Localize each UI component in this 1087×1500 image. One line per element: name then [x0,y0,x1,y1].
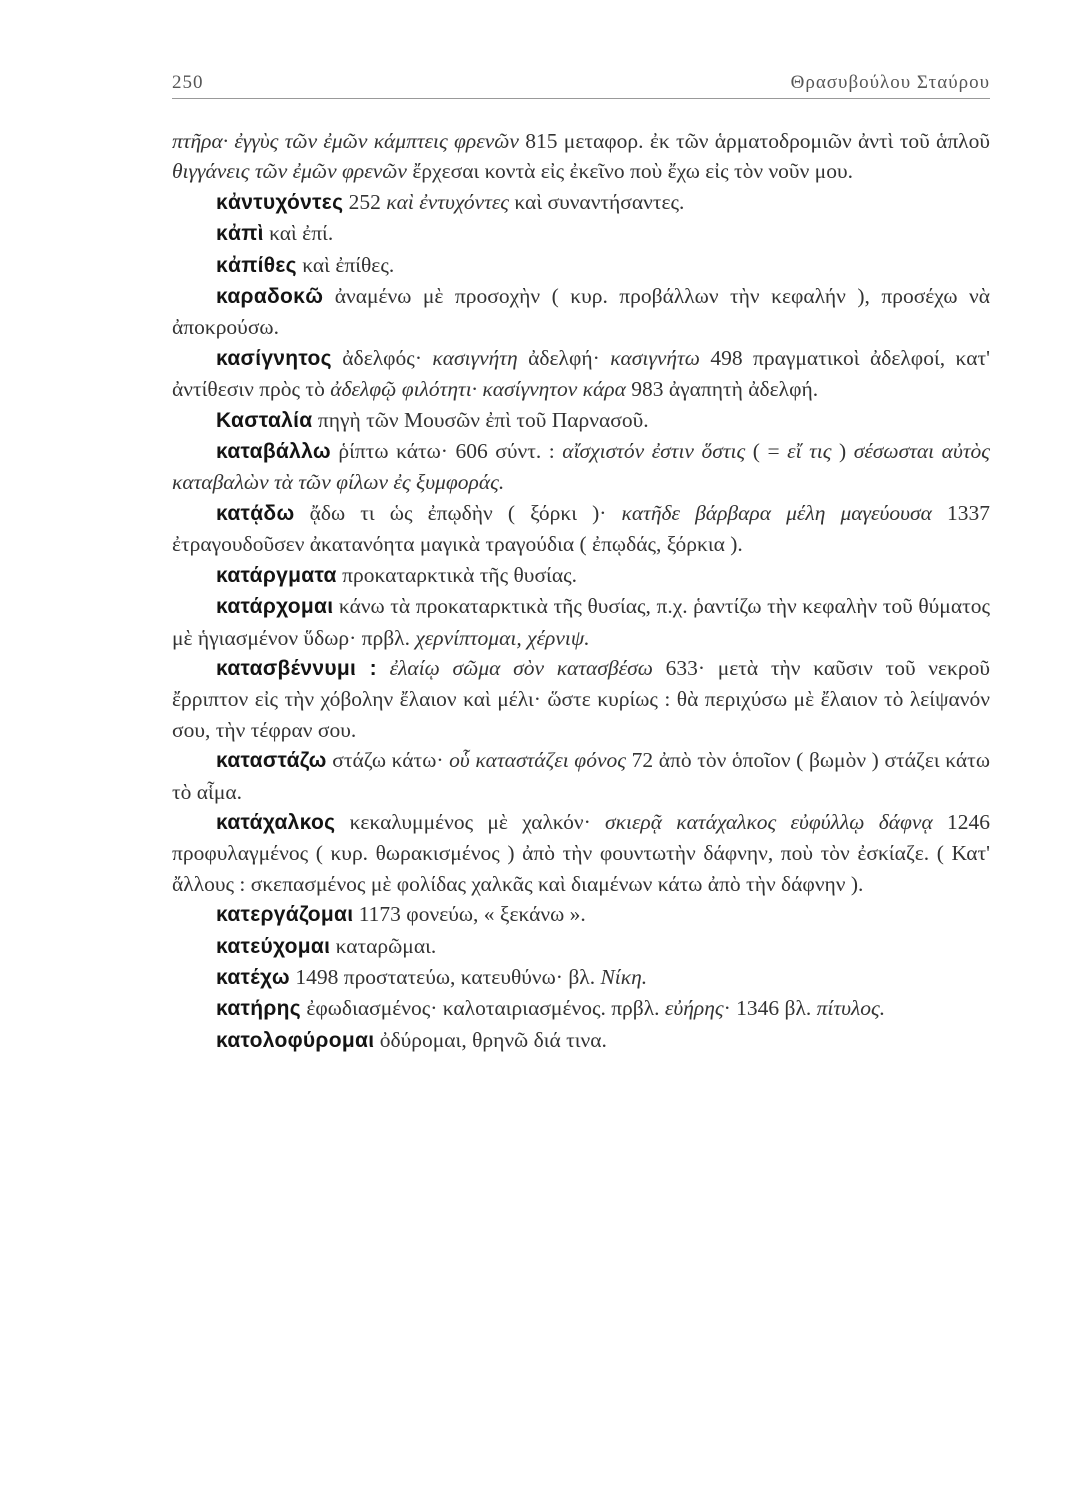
definition-text: καὶ ἐπί. [263,221,334,246]
definition-text: στάζω κάτω· [326,748,450,773]
headword: κατασβέννυμι : [216,656,377,680]
definition-text: ) [831,439,854,464]
quotation-italic: πτῆρα· ἐγγὺς τῶν ἐμῶν κάμπτεις φρενῶν [172,129,519,153]
definition-text: 252 [343,189,387,214]
glossary-continuation [172,126,990,187]
definition-text: καὶ ἐπίθες. [296,252,395,277]
glossary-entry [172,962,990,993]
definition-text: · 1346 βλ. [723,996,817,1021]
headword: κἀπὶ [216,222,264,246]
definition-text: ῥίπτω κάτω· 606 σύντ. : [330,439,563,464]
glossary-entry [172,931,990,962]
quotation-italic: οὗ καταστάζει φόνος [449,748,626,773]
definition-text: 1498 προστατεύω, κατευθύνω· βλ. [289,964,601,989]
page-number: 250 [172,72,204,93]
headword: κασίγνητος [216,346,332,370]
glossary-entry [172,653,990,745]
glossary-entry [172,591,990,653]
glossary-entry [172,218,990,249]
headword: κατᾴδω [216,501,295,525]
headword: καταστάζω [216,749,327,773]
definition-text: 815 μεταφορ. ἐκ τῶν ἁρματοδρομιῶν ἀντὶ τοῦ ἁπλοῦ [518,129,990,153]
definition-text: 1173 φονεύω, « ξεκάνω ». [353,902,586,927]
quotation-italic: σέσωσται αὐτὸς καταβαλὼν τὰ τῶν φίλων ἐς ξυμφοράς. [172,439,990,495]
quotation-italic: θιγγάνεις τῶν ἐμῶν φρενῶν [172,159,407,184]
headword: Κασταλία [216,408,313,432]
definition-text: 633· μετὰ τὴν καῦσιν τοῦ νεκροῦ ἔρριπτον εἰς τὴν χόβολην ἔλαιον καὶ μέλι· ὥστε κυρίως : θὰ περιχύσω μὲ ἔλαιον τὸ λείψανόν σου, τὴν τέφραν σου. [172,655,991,742]
quotation-italic: κασιγνήτω [610,345,700,370]
headword: κατέχω [216,965,290,989]
glossary-entry [172,807,990,899]
quotation-italic: εἴ τις [787,439,832,464]
headword: καραδοκῶ [216,285,324,309]
quotation-italic: χερνίπτομαι, χέρνιψ. [415,625,590,650]
headword: κατάργματα [216,563,337,587]
glossary-entry [172,560,990,591]
definition-text: καταρῶμαι. [330,933,437,958]
glossary-entry [172,498,990,560]
headword: κἀπίθες [216,253,297,277]
headword: κἀντυχόντες [216,190,344,214]
headword: κατεύχομαι [216,934,331,958]
definition-text: 1337 ἐτραγουδοῦσεν ἀκατανόητα μαγικὰ τραγούδια ( ἐπῳδάς, ξόρκια ). [172,500,991,557]
definition-text: προκαταρκτικὰ τῆς θυσίας. [336,562,577,587]
glossary-entry [172,899,990,930]
definition-text: καὶ συναντήσαντες. [509,189,685,214]
definition-text: ἀδελφή· [517,345,611,370]
quotation-italic: εὐήρης [664,996,724,1021]
quotation-italic: σκιερᾷ κατάχαλκος εὐφύλλῳ δάφνᾳ [605,809,933,834]
definition-text: ἀναμένω μὲ προσοχὴν ( κυρ. προβάλλων τὴν κεφαλήν ), προσέχω νὰ ἀποκρούσω. [172,284,990,340]
glossary-entry [172,343,990,405]
glossary-entry [172,1025,990,1056]
headword: καταβάλλω [216,440,331,464]
quotation-italic: κατῆδε βάρβαρα μέλη μαγεύουσα [621,500,932,525]
definition-text: ἀδελφός· [331,345,433,370]
headword: κατολοφύρομαι [216,1028,375,1052]
definition-text: ὀδύρομαι, θρηνῶ διά τινα. [374,1027,607,1052]
quotation-italic: αἴσχιστόν ἐστιν ὅστις [562,439,746,464]
definition-text [377,656,390,680]
quotation-italic: Νίκη. [600,964,648,989]
quotation-italic: πίτυλος. [816,996,886,1021]
quotation-italic: ἐλαίῳ σῶμα σὸν κατασβέσω [389,655,653,680]
definition-text: ᾄδω τι ὡς ἐπῳδὴν ( ξόρκι )· [294,500,622,525]
definition-text: 498 πραγματικοὶ ἀδελφοί, κατ' ἀντίθεσιν πρὸς τὸ [172,345,990,402]
glossary-entry [172,187,990,218]
headword: κατήρης [216,997,301,1021]
glossary-entry [172,281,990,343]
glossary-entry [172,405,990,436]
definition-text: πηγὴ τῶν Μουσῶν ἐπὶ τοῦ Παρνασοῦ. [312,407,649,432]
definition-text: 1246 προφυλαγμένος ( κυρ. θωρακισμένος ) ἀπὸ τὴν φουντωτὴν δάφνην, ποὺ τὸν ἐσκίαζε. ( Κατ' ἄλλους : σκεπασμένος μὲ φολίδας χαλκᾶς καὶ διαμένων κάτω ἀπὸ τὴν δάφνην ). [172,809,991,896]
quotation-italic: καὶ ἐντυχόντες [386,189,510,214]
definition-text: κάνω τὰ προκαταρκτικὰ τῆς θυσίας, π.χ. ῥαντίζω τὴν κεφαλὴν τοῦ θύματος μὲ ἡγιασμένον ὕδωρ· πρβλ. [172,594,990,650]
running-head [172,72,990,99]
quotation-italic: κασιγνήτη [432,345,518,370]
headword: κατάρχομαι [216,595,334,619]
definition-text: κεκαλυμμένος μὲ χαλκόν· [335,809,606,834]
headword: κατάχαλκος [216,810,336,834]
glossary-entry [172,993,990,1024]
glossary-body [172,126,990,1056]
running-title: Θρασυβούλου Σταύρου [790,72,990,93]
quotation-italic: ἀδελφῷ φιλότητι· κασίγνητον κάρα [330,377,626,402]
glossary-entry [172,250,990,281]
headword: κατεργάζομαι [216,903,354,927]
definition-text: ( = [745,439,788,464]
definition-text: 72 ἀπὸ τὸν ὁποῖον ( βωμὸν ) στάζει κάτω τὸ αἷμα. [172,748,990,804]
glossary-entry [172,436,990,498]
definition-text: 983 ἀγαπητὴ ἀδελφή. [625,377,819,402]
definition-text: ἐφωδιασμένος· καλοταιριασμένος. πρβλ. [300,996,665,1021]
glossary-entry [172,745,990,807]
definition-text: ἔρχεσαι κοντὰ εἰς ἐκεῖνο ποὺ ἔχω εἰς τὸν νοῦν μου. [406,159,853,184]
